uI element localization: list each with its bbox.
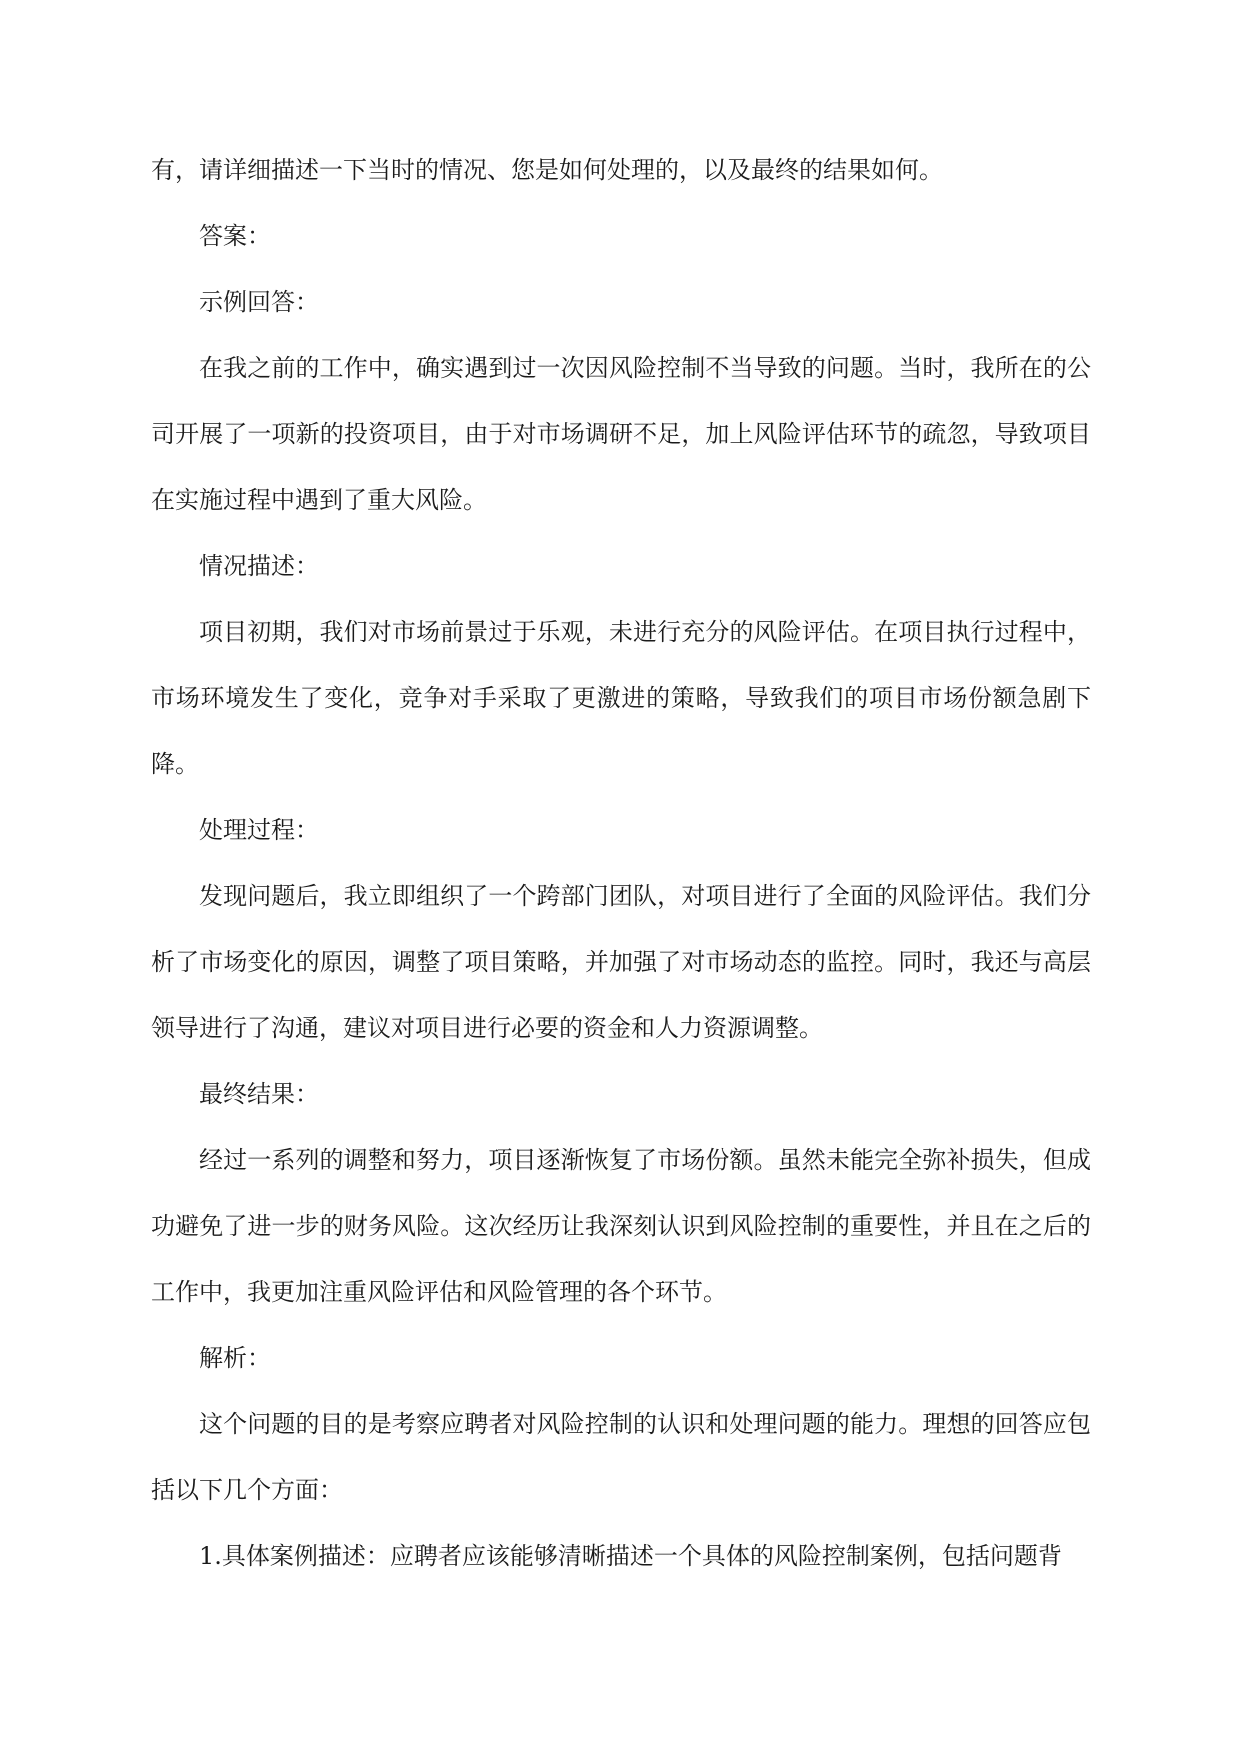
heading-process: 处理过程： xyxy=(199,816,319,844)
heading-situation: 情况描述： xyxy=(199,552,319,580)
paragraph-process: 发现问题后，我立即组织了一个跨部门团队，对项目进行了全面的风险评估。我们分析了市场变化的原因，调整了项目策略，并加强了对市场动态的监控。同时，我还与高层领导进行了沟通，建议对项目进行必要的资金和人力资源调整。 xyxy=(151,882,1091,1042)
paragraph-analysis: 这个问题的目的是考察应聘者对风险控制的认识和处理问题的能力。理想的回答应包括以下几个方面： xyxy=(151,1410,1091,1504)
document-body xyxy=(151,137,1091,1589)
list-item-1: 1.具体案例描述：应聘者应该能够清晰描述一个具体的风险控制案例，包括问题背 xyxy=(199,1542,1062,1570)
paragraph-situation: 项目初期，我们对市场前景过于乐观，未进行充分的风险评估。在项目执行过程中，市场环境发生了变化，竞争对手采取了更激进的策略，导致我们的项目市场份额急剧下降。 xyxy=(151,618,1091,778)
heading-sample-answer: 示例回答： xyxy=(199,288,319,316)
heading-result: 最终结果： xyxy=(199,1080,319,1108)
paragraph-question-continuation: 有，请详细描述一下当时的情况、您是如何处理的，以及最终的结果如何。 xyxy=(151,156,943,184)
paragraph-intro: 在我之前的工作中，确实遇到过一次因风险控制不当导致的问题。当时，我所在的公司开展了一项新的投资项目，由于对市场调研不足，加上风险评估环节的疏忽，导致项目在实施过程中遇到了重大风险。 xyxy=(151,354,1091,514)
heading-answer: 答案： xyxy=(199,222,271,250)
heading-analysis: 解析： xyxy=(199,1344,271,1372)
paragraph-result: 经过一系列的调整和努力，项目逐渐恢复了市场份额。虽然未能完全弥补损失，但成功避免了进一步的财务风险。这次经历让我深刻认识到风险控制的重要性，并且在之后的工作中，我更加注重风险评估和风险管理的各个环节。 xyxy=(151,1146,1091,1306)
